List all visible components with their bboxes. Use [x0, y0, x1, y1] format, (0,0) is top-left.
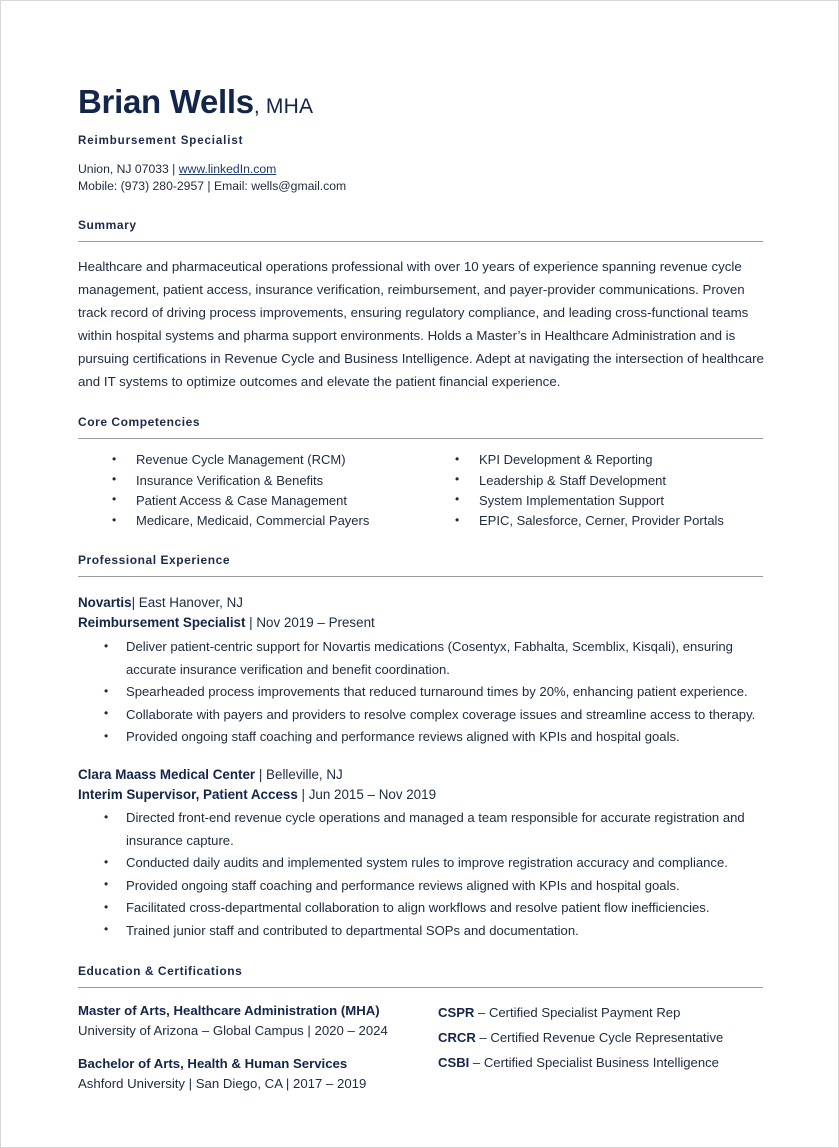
list-item: • Facilitated cross-departmental collaboration to align workflows and resolve patient flow inefficiencies. [78, 897, 764, 920]
education-entry [78, 1054, 438, 1094]
experience-company-line [78, 765, 764, 785]
section-divider [78, 576, 763, 577]
list-item: • System Implementation Support [421, 491, 764, 511]
page-title [78, 85, 764, 118]
experience-title-line [78, 785, 764, 805]
candidate-name: Brian Wells [78, 83, 254, 120]
experience-location: | Belleville, NJ [255, 766, 343, 782]
experience-company: Novartis [78, 595, 132, 611]
section-heading-summary: Summary [78, 217, 137, 232]
section-heading-education: Education & Certifications [78, 964, 243, 979]
experience-dates: | Jun 2015 – Nov 2019 [297, 786, 437, 802]
certification-name: – Certified Revenue Cycle Representative [475, 1030, 724, 1046]
education-degree: Bachelor of Arts, Health & Human Services [78, 1056, 348, 1072]
certification-abbr: CSBI [438, 1054, 470, 1070]
section-summary [78, 218, 764, 394]
section-divider [78, 987, 763, 988]
summary-paragraph: Healthcare and pharmaceutical operations professional with over 10 years of experience spanning revenue cycle management, patient access, insurance verification, reimbursement, and payer-provider communications. Proven track record of driving process improvements, ensuring regulatory compliance, and leading cross-functional teams within hospital systems and pharma support environments. Holds a Master’s in Healthcare Administration and is pursuing certifications in Revenue Cycle and Business Intelligence. Adept at navigating the intersection of healthcare and IT systems to optimize outcomes and elevate the patient financial experience. [78, 258, 764, 390]
list-item: • Insurance Verification & Benefits [78, 471, 421, 491]
certifications-column [438, 1001, 764, 1093]
education-columns [78, 1001, 764, 1093]
education-entry [78, 1001, 438, 1041]
education-degree: Master of Arts, Healthcare Administration (MHA) [78, 1003, 380, 1019]
section-heading-core-competencies: Core Competencies [78, 415, 201, 430]
contact-phone-email: Mobile: (973) 280-2957 | Email: wells@gmail.com [78, 179, 347, 194]
contact-location: Union, NJ 07033 | [78, 162, 179, 176]
experience-job-title: Interim Supervisor, Patient Access [78, 786, 298, 802]
experience-company: Clara Maass Medical Center [78, 766, 256, 782]
certification-name: – Certified Specialist Business Intelligence [469, 1054, 719, 1070]
list-item: • EPIC, Salesforce, Cerner, Provider Portals [421, 511, 764, 531]
competencies-right-column [421, 450, 764, 531]
list-item: • Directed front-end revenue cycle operations and managed a team responsible for accurate registration and insurance capture. [78, 807, 764, 852]
experience-company-line [78, 593, 764, 613]
experience-entry [78, 765, 764, 943]
certification-item [438, 1026, 764, 1051]
competencies-left-column [78, 450, 421, 531]
certification-abbr: CRCR [438, 1030, 476, 1046]
contact-block [78, 161, 764, 196]
experience-entry [78, 593, 764, 748]
list-item: • Spearheaded process improvements that reduced turnaround times by 20%, enhancing patient experience. [78, 681, 764, 704]
list-item: • Medicare, Medicaid, Commercial Payers [78, 511, 421, 531]
experience-location: | East Hanover, NJ [131, 595, 243, 611]
list-item: • Patient Access & Case Management [78, 491, 421, 511]
education-degrees-column [78, 1001, 438, 1093]
certification-item [438, 1051, 764, 1076]
list-item: • Collaborate with payers and providers to resolve complex coverage issues and streamline access to therapy. [78, 704, 764, 727]
list-item: • Leadership & Staff Development [421, 471, 764, 491]
experience-title-line [78, 613, 764, 633]
section-divider [78, 438, 763, 439]
certification-abbr: CSPR [438, 1005, 475, 1021]
list-item: • Revenue Cycle Management (RCM) [78, 450, 421, 470]
list-item: • KPI Development & Reporting [421, 450, 764, 470]
section-education-certifications [78, 964, 764, 1093]
list-item: • Conducted daily audits and implemented system rules to improve registration accuracy and compliance. [78, 852, 764, 875]
list-item: • Deliver patient-centric support for Novartis medications (Cosentyx, Fabhalta, Scemblix, Kisqali), ensuring accurate insurance verification and benefit coordination. [78, 636, 764, 681]
resume-content [78, 1, 764, 1094]
experience-job-title: Reimbursement Specialist [78, 615, 246, 631]
section-professional-experience [78, 553, 764, 942]
education-school: University of Arizona – Global Campus | 2020 – 2024 [78, 1023, 388, 1039]
candidate-credential: , MHA [253, 95, 314, 118]
education-school: Ashford University | San Diego, CA | 2017 – 2019 [78, 1075, 367, 1091]
contact-location-line [78, 161, 764, 178]
experience-dates: | Nov 2019 – Present [245, 615, 375, 631]
competencies-columns [78, 450, 764, 531]
certification-name: – Certified Specialist Payment Rep [474, 1005, 681, 1021]
list-item: • Provided ongoing staff coaching and performance reviews aligned with KPIs and hospital goals. [78, 875, 764, 898]
section-divider [78, 241, 763, 242]
linkedin-link[interactable]: www.linkedIn.com [178, 162, 277, 176]
candidate-role: Reimbursement Specialist [78, 135, 244, 147]
certification-item [438, 1001, 764, 1026]
section-core-competencies [78, 415, 764, 531]
list-item: • Trained junior staff and contributed to departmental SOPs and documentation. [78, 920, 764, 943]
section-heading-experience: Professional Experience [78, 553, 231, 568]
list-item: • Provided ongoing staff coaching and performance reviews aligned with KPIs and hospital goals. [78, 726, 764, 749]
